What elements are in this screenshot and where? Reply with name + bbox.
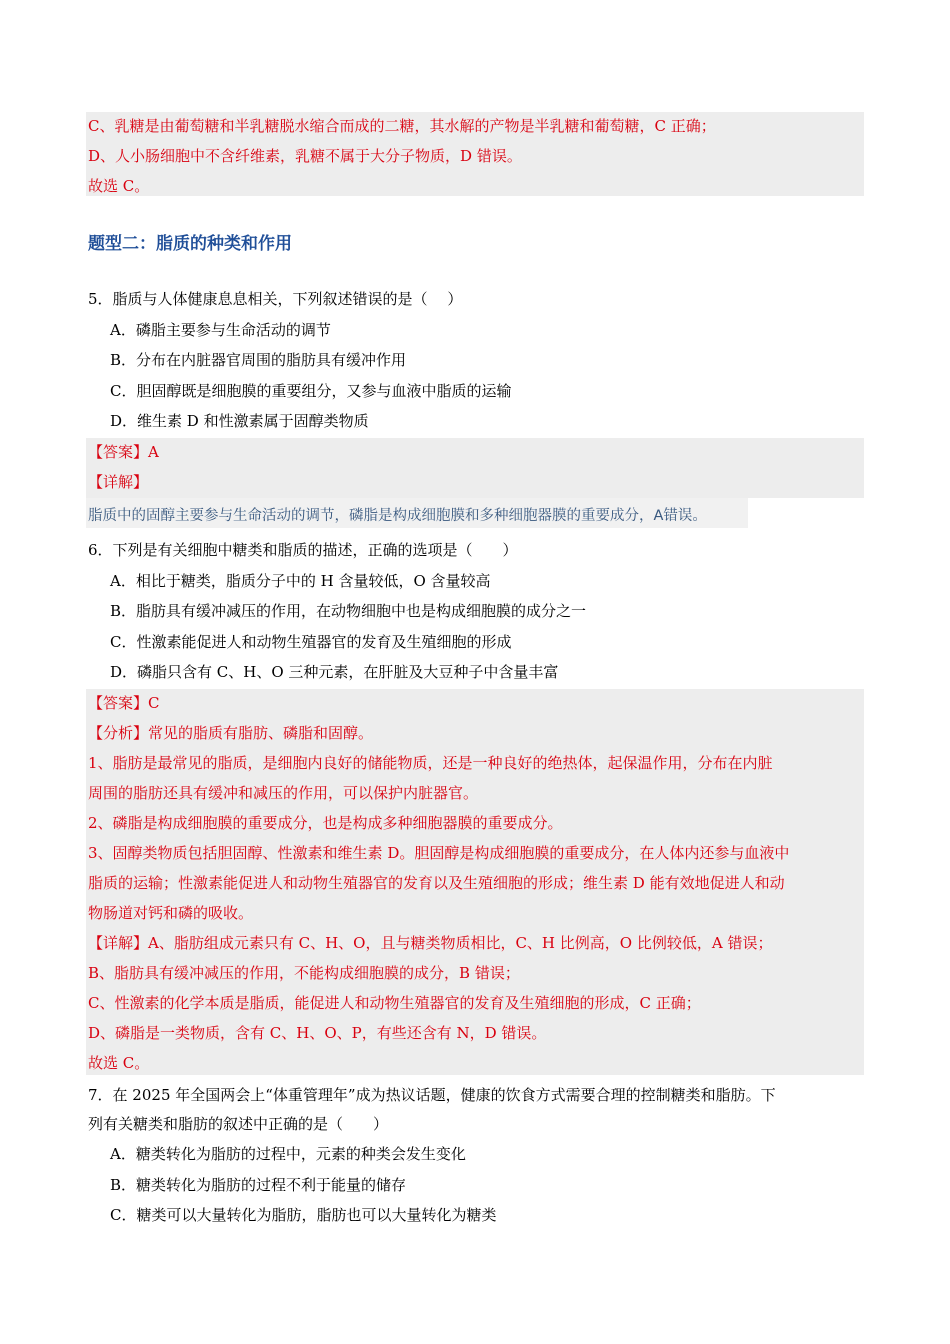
q6-option-b: B．脂肪具有缓冲减压的作用，在动物细胞中也是构成细胞膜的成分之一 — [110, 602, 587, 620]
q6-analysis-line: 1、脂肪是最常见的脂质，是细胞内良好的储能物质，还是一种良好的绝热体，起保温作用，分布在内脏 — [88, 754, 773, 772]
q6-answer: 【答案】C — [88, 694, 160, 712]
q6-analysis-line: 【分析】常见的脂质有脂肪、磷脂和固醇。 — [88, 724, 374, 742]
q6-analysis-line: 2、磷脂是构成细胞膜的重要成分，也是构成多种细胞器膜的重要成分。 — [88, 814, 563, 832]
q6-option-c: C．性激素能促进人和动物生殖器官的发育及生殖细胞的形成 — [110, 633, 512, 651]
q5-option-c: C．胆固醇既是细胞膜的重要组分，又参与血液中脂质的运输 — [110, 382, 512, 400]
q6-analysis-line: 物肠道对钙和磷的吸收。 — [88, 904, 254, 922]
explanation-conclusion: 故选 C。 — [88, 177, 150, 195]
q6-detail-line: B、脂肪具有缓冲减压的作用，不能构成细胞膜的成分，B 错误； — [88, 964, 520, 982]
q5-option-a: A．磷脂主要参与生命活动的调节 — [110, 321, 331, 339]
q5-option-b: B．分布在内脏器官周围的脂肪具有缓冲作用 — [110, 351, 407, 369]
q6-detail-line: 【详解】A、脂肪组成元素只有 C、H、O，且与糖类物质相比，C、H 比例高，O 比例较低，A 错误； — [88, 934, 773, 952]
q7-option-b: B．糖类转化为脂肪的过程不利于能量的储存 — [110, 1176, 407, 1194]
q7-stem-line-2: 列有关糖类和脂肪的叙述中正确的是（ ） — [88, 1115, 389, 1133]
explanation-line-c: C、乳糖是由葡萄糖和半乳糖脱水缩合而成的二糖，其水解的产物是半乳糖和葡萄糖，C 正确； — [88, 117, 716, 135]
q5-detail-text: 脂质中的固醇主要参与生命活动的调节，磷脂是构成细胞膜和多种细胞器膜的重要成分，A错误。 — [88, 508, 707, 524]
q7-option-c: C．糖类可以大量转化为脂肪，脂肪也可以大量转化为糖类 — [110, 1206, 497, 1224]
q5-stem: 5．脂质与人体健康息息相关，下列叙述错误的是（ ） — [88, 290, 463, 308]
q6-analysis-line: 3、固醇类物质包括胆固醇、性激素和维生素 D。胆固醇是构成细胞膜的重要成分，在人体内还参与血液中 — [88, 844, 790, 862]
q6-stem: 6．下列是有关细胞中糖类和脂质的描述，正确的选项是（ ） — [88, 541, 518, 559]
q5-option-d: D．维生素 D 和性激素属于固醇类物质 — [110, 412, 369, 430]
q5-detail-label: 【详解】 — [88, 473, 149, 491]
q6-analysis-line: 脂质的运输；性激素能促进人和动物生殖器官的发育以及生殖细胞的形成；维生素 D 能有效地促进人和动 — [88, 874, 785, 892]
q6-detail-line: D、磷脂是一类物质，含有 C、H、O、P，有些还含有 N，D 错误。 — [88, 1024, 547, 1042]
q5-answer-shade — [86, 438, 864, 498]
q7-option-a: A．糖类转化为脂肪的过程中，元素的种类会发生变化 — [110, 1145, 466, 1163]
q6-analysis-line: 周围的脂肪还具有缓冲和减压的作用，可以保护内脏器官。 — [88, 784, 479, 802]
q6-option-d: D．磷脂只含有 C、H、O 三种元素，在肝脏及大豆种子中含量丰富 — [110, 663, 559, 681]
q6-detail-line: C、性激素的化学本质是脂质，能促进人和动物生殖器官的发育及生殖细胞的形成，C 正确； — [88, 994, 701, 1012]
q5-answer: 【答案】A — [88, 443, 159, 461]
explanation-line-d: D、人小肠细胞中不含纤维素，乳糖不属于大分子物质，D 错误。 — [88, 147, 522, 165]
section-heading: 题型二：脂质的种类和作用 — [88, 234, 292, 254]
q6-option-a: A．相比于糖类，脂质分子中的 H 含量较低，O 含量较高 — [110, 572, 491, 590]
q7-stem-line-1: 7．在 2025 年全国两会上“体重管理年”成为热议话题，健康的饮食方式需要合理的控制糖类和脂肪。下 — [88, 1086, 776, 1104]
q6-conclusion: 故选 C。 — [88, 1054, 150, 1072]
